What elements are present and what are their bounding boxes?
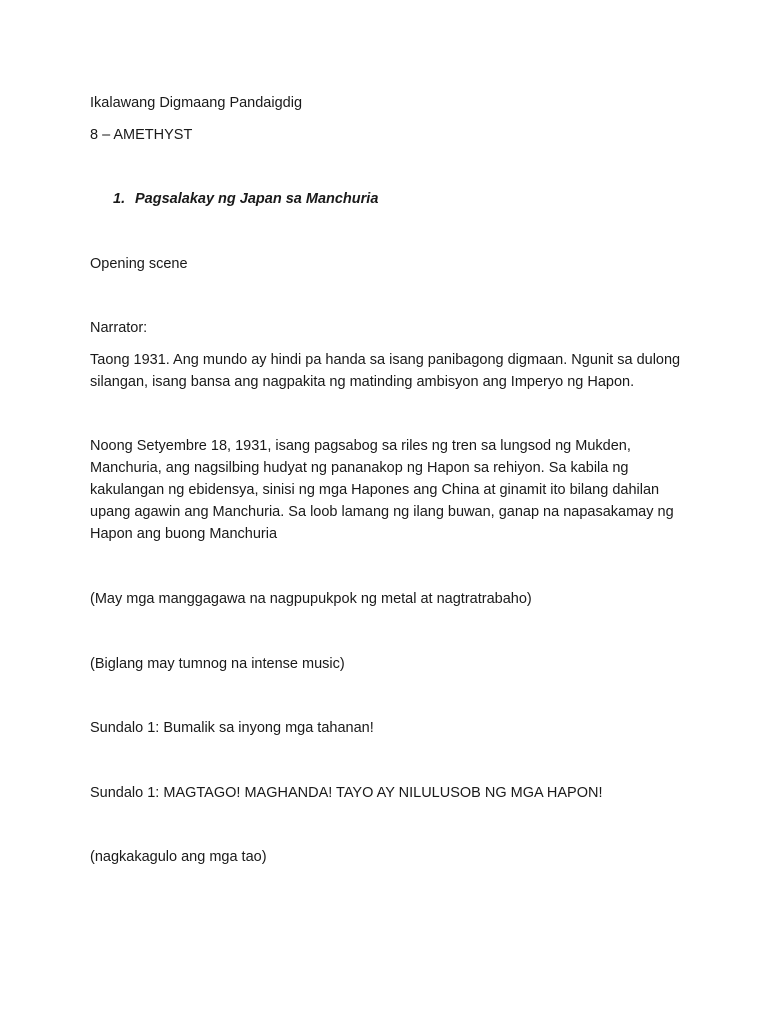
numbered-heading-list	[90, 188, 690, 210]
opening-scene-label: Opening scene	[90, 256, 188, 272]
dialogue-line-2: Sundalo 1: MAGTAGO! MAGHANDA! TAYO AY NILULUSOB NG MGA HAPON!	[90, 785, 603, 801]
stage-direction-1: (May mga manggagawa na nagpupukpok ng metal at nagtratrabaho)	[90, 591, 532, 607]
narration-paragraph-2: Noong Setyembre 18, 1931, isang pagsabog sa riles ng tren sa lungsod ng Mukden, Manchuria, ang nagsilbing hudyat ng pananakop ng Hapon sa rehiyon. Sa kabila ng kakulangan ng ebidensya, sinisi ng mga Hapones ang China at ginamit ito bilang dahilan upang agawin ang Manchuria. Sa loob lamang ng ilang buwan, ganap na napasakamay ng Hapon ang buong Manchuria	[90, 438, 674, 542]
document-body	[90, 92, 690, 868]
heading-text: Pagsalakay ng Japan sa Manchuria	[135, 191, 379, 207]
dialogue-line-1: Sundalo 1: Bumalik sa inyong mga tahanan!	[90, 720, 374, 736]
section-label: 8 – AMETHYST	[90, 127, 193, 143]
stage-direction-2: (Biglang may tumnog na intense music)	[90, 656, 345, 672]
narrator-label: Narrator:	[90, 320, 148, 336]
numbered-heading	[90, 188, 690, 210]
stage-direction-3: (nagkakagulo ang mga tao)	[90, 849, 267, 865]
heading-number: 1.	[113, 191, 126, 207]
document-title: Ikalawang Digmaang Pandaigdig	[90, 95, 303, 111]
narration-paragraph-1: Taong 1931. Ang mundo ay hindi pa handa sa isang panibagong digmaan. Ngunit sa dulong silangan, isang bansa ang nagpakita ng matinding ambisyon ang Imperyo ng Hapon.	[90, 352, 681, 390]
